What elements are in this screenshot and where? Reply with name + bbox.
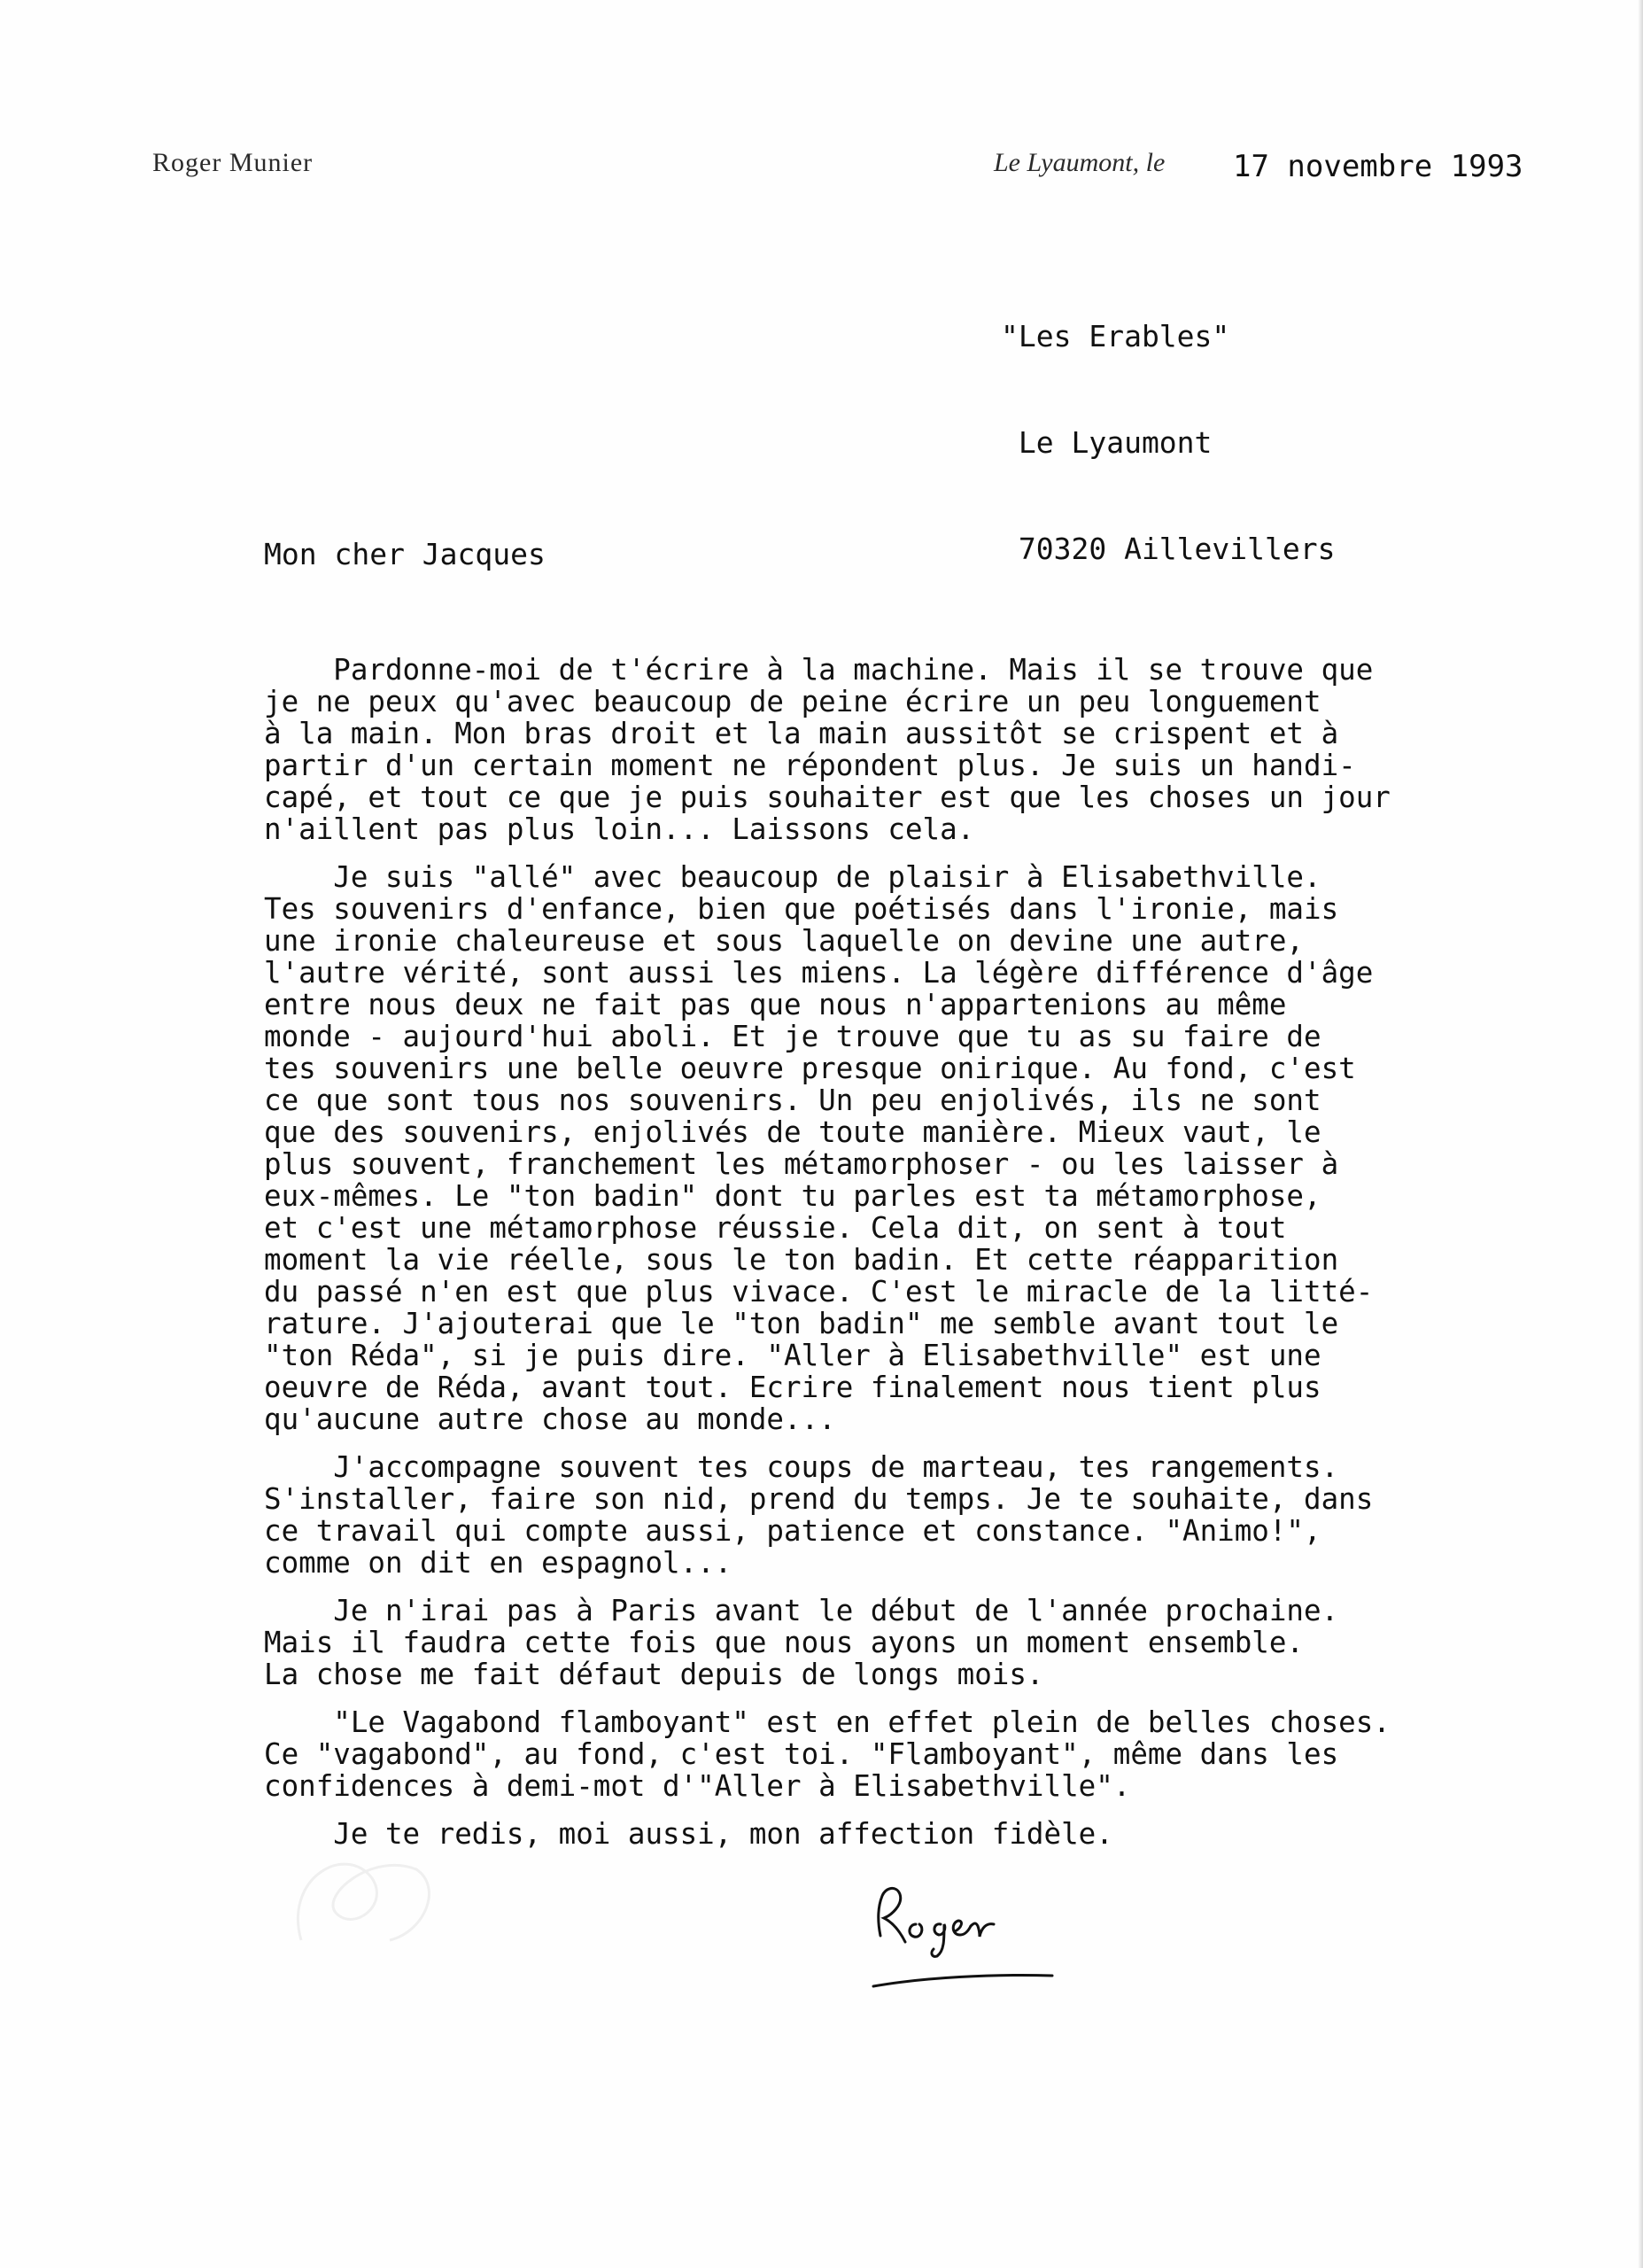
- text-line: La chose me fait défaut depuis de longs mois.: [264, 1658, 1044, 1691]
- text-line: Ce "vagabond", au fond, c'est toi. "Flamboyant", même dans les: [264, 1737, 1339, 1771]
- address-line: "Les Erables": [1001, 319, 1230, 353]
- text-line: n'aillent pas plus loin... Laissons cela.: [264, 812, 975, 846]
- text-line: Mais il faudra cette fois que nous ayons un moment ensemble.: [264, 1626, 1304, 1659]
- text-line: partir d'un certain moment ne répondent plus. Je suis un handi-: [264, 749, 1356, 782]
- letter-body: [264, 654, 1575, 1866]
- paragraph: [264, 1595, 1575, 1690]
- text-line: moment la vie réelle, sous le ton badin. Et cette réapparition: [264, 1243, 1339, 1277]
- text-line: Tes souvenirs d'enfance, bien que poétisés dans l'ironie, mais: [264, 892, 1339, 926]
- text-line: une ironie chaleureuse et sous laquelle on devine une autre,: [264, 924, 1304, 958]
- text-line: et c'est une métamorphose réussie. Cela dit, on sent à tout: [264, 1211, 1287, 1245]
- address-line: 70320 Aillevillers: [1001, 532, 1336, 566]
- scan-edge: [1638, 0, 1643, 2268]
- letterhead-place: Le Lyaumont, le: [994, 148, 1166, 177]
- text-line: plus souvent, franchement les métamorphoser - ou les laisser à: [264, 1147, 1339, 1181]
- text-line: entre nous deux ne fait pas que nous n'appartenions au même: [264, 988, 1287, 1021]
- text-line: "ton Réda", si je puis dire. "Aller à Elisabethville" est une: [264, 1339, 1321, 1372]
- text-line: comme on dit en espagnol...: [264, 1546, 732, 1580]
- text-line: que des souvenirs, enjolivés de toute manière. Mieux vaut, le: [264, 1115, 1321, 1149]
- salutation: Mon cher Jacques: [264, 537, 546, 571]
- address-line: Le Lyaumont: [1001, 425, 1213, 460]
- text-line: confidences à demi-mot d'"Aller à Elisabethville".: [264, 1769, 1131, 1803]
- letter-date: 17 novembre 1993: [1233, 149, 1523, 184]
- text-line: rature. J'ajouterai que le "ton badin" me semble avant tout le: [264, 1307, 1339, 1340]
- text-line: tes souvenirs une belle oeuvre presque onirique. Au fond, c'est: [264, 1052, 1356, 1085]
- text-line: monde - aujourd'hui aboli. Et je trouve que tu as su faire de: [264, 1020, 1321, 1053]
- text-line: l'autre vérité, sont aussi les miens. La légère différence d'âge: [264, 956, 1374, 990]
- text-line: "Le Vagabond flamboyant" est en effet plein de belles choses.: [264, 1705, 1391, 1739]
- text-line: capé, et tout ce que je puis souhaiter est que les choses un jour: [264, 781, 1391, 814]
- paragraph: [264, 1451, 1575, 1579]
- handwritten-signature: [870, 1869, 1056, 1993]
- text-line: oeuvre de Réda, avant tout. Ecrire finalement nous tient plus: [264, 1371, 1321, 1404]
- paragraph: [264, 861, 1575, 1435]
- text-line: Pardonne-moi de t'écrire à la machine. Mais il se trouve que: [264, 653, 1374, 687]
- text-line: S'installer, faire son nid, prend du temps. Je te souhaite, dans: [264, 1482, 1374, 1516]
- text-line: du passé n'en est que plus vivace. C'est le miracle de la litté-: [264, 1275, 1374, 1309]
- text-line: ce que sont tous nos souvenirs. Un peu enjolivés, ils ne sont: [264, 1084, 1321, 1117]
- paragraph: [264, 1706, 1575, 1802]
- text-line: à la main. Mon bras droit et la main aussitôt se crispent et à: [264, 717, 1339, 750]
- text-line: ce travail qui compte aussi, patience et constance. "Animo!",: [264, 1514, 1321, 1548]
- text-line: Je suis "allé" avec beaucoup de plaisir à Elisabethville.: [264, 860, 1321, 894]
- text-line: J'accompagne souvent tes coups de marteau, tes rangements.: [264, 1450, 1339, 1484]
- text-line: eux-mêmes. Le "ton badin" dont tu parles est ta métamorphose,: [264, 1179, 1321, 1213]
- text-line: qu'aucune autre chose au monde...: [264, 1402, 836, 1436]
- letterhead-name: Roger Munier: [152, 148, 314, 177]
- text-line: je ne peux qu'avec beaucoup de peine écrire un peu longuement: [264, 685, 1321, 718]
- embossed-monogram: [266, 1825, 469, 1967]
- paragraph: [264, 654, 1575, 845]
- text-line: Je te redis, moi aussi, mon affection fidèle.: [264, 1817, 1113, 1851]
- sender-address: [1001, 248, 1336, 638]
- text-line: Je n'irai pas à Paris avant le début de l'année prochaine.: [264, 1594, 1339, 1627]
